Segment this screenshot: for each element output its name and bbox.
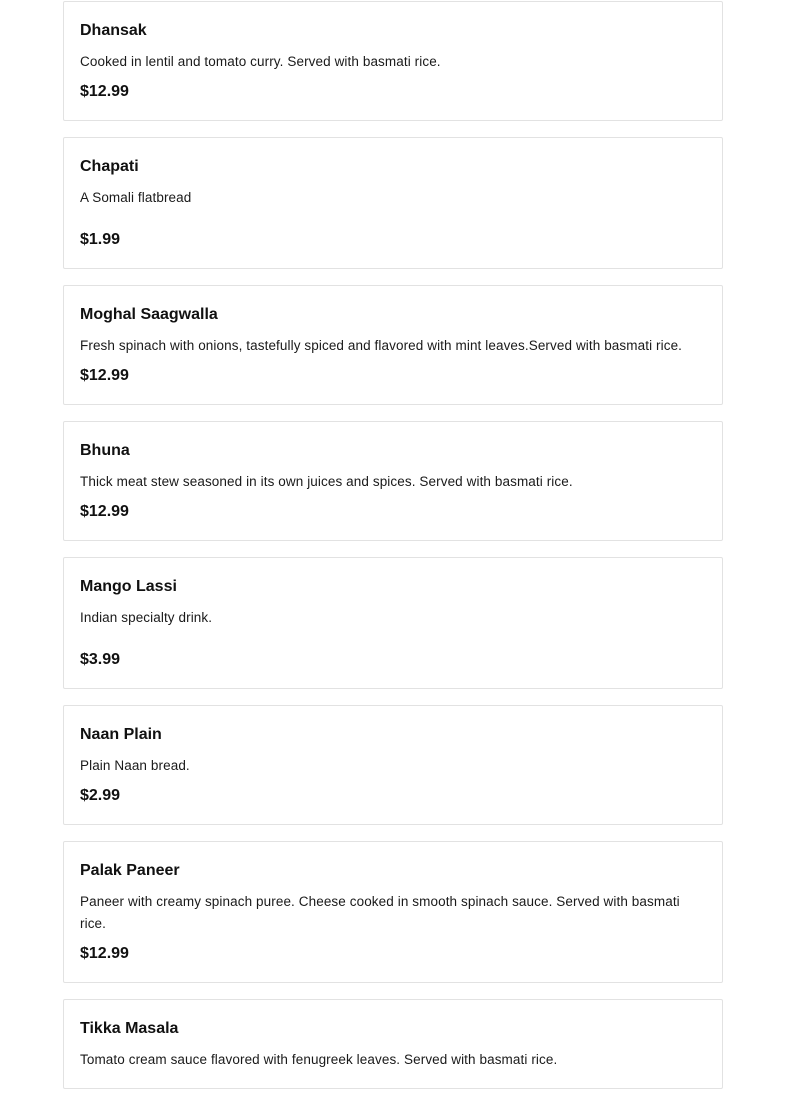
menu-item-card[interactable] — [63, 137, 723, 269]
menu-item-price: $12.99 — [80, 945, 129, 962]
menu-item-price: $2.99 — [80, 787, 121, 804]
menu-item-price: $12.99 — [80, 367, 129, 384]
menu-item-name: Palak Paneer — [80, 862, 180, 879]
menu-item-card[interactable] — [63, 1, 723, 121]
menu-item-name: Dhansak — [80, 22, 147, 39]
menu-item-card[interactable] — [63, 421, 723, 541]
menu-item-card[interactable] — [63, 285, 723, 405]
menu-item-description: A Somali flatbread — [80, 190, 192, 205]
menu-item-price: $12.99 — [80, 503, 129, 520]
menu-item-price: $12.99 — [80, 83, 129, 100]
menu-item-description: Tomato cream sauce flavored with fenugreek leaves. Served with basmati rice. — [80, 1052, 558, 1067]
menu-item-name: Tikka Masala — [80, 1020, 179, 1037]
menu-item-name: Mango Lassi — [80, 578, 177, 595]
menu-item-name: Naan Plain — [80, 726, 162, 743]
menu-item-card[interactable] — [63, 557, 723, 689]
menu-item-list — [63, 1, 723, 1105]
menu-item-price: $1.99 — [80, 231, 121, 248]
menu-item-name: Moghal Saagwalla — [80, 306, 218, 323]
menu-item-description: Thick meat stew seasoned in its own juices and spices. Served with basmati rice. — [80, 474, 573, 489]
menu-item-description: Paneer with creamy spinach puree. Cheese cooked in smooth spinach sauce. Served with basmati rice. — [80, 894, 680, 931]
menu-item-price: $3.99 — [80, 651, 121, 668]
menu-item-description: Plain Naan bread. — [80, 758, 190, 773]
menu-item-description: Indian specialty drink. — [80, 610, 213, 625]
menu-item-description: Cooked in lentil and tomato curry. Served with basmati rice. — [80, 54, 441, 69]
menu-item-description: Fresh spinach with onions, tastefully spiced and flavored with mint leaves.Served with basmati rice. — [80, 338, 683, 353]
menu-item-name: Bhuna — [80, 442, 130, 459]
menu-item-card[interactable] — [63, 705, 723, 825]
menu-item-card[interactable] — [63, 841, 723, 983]
menu-item-name: Chapati — [80, 158, 139, 175]
menu-item-card[interactable] — [63, 999, 723, 1089]
